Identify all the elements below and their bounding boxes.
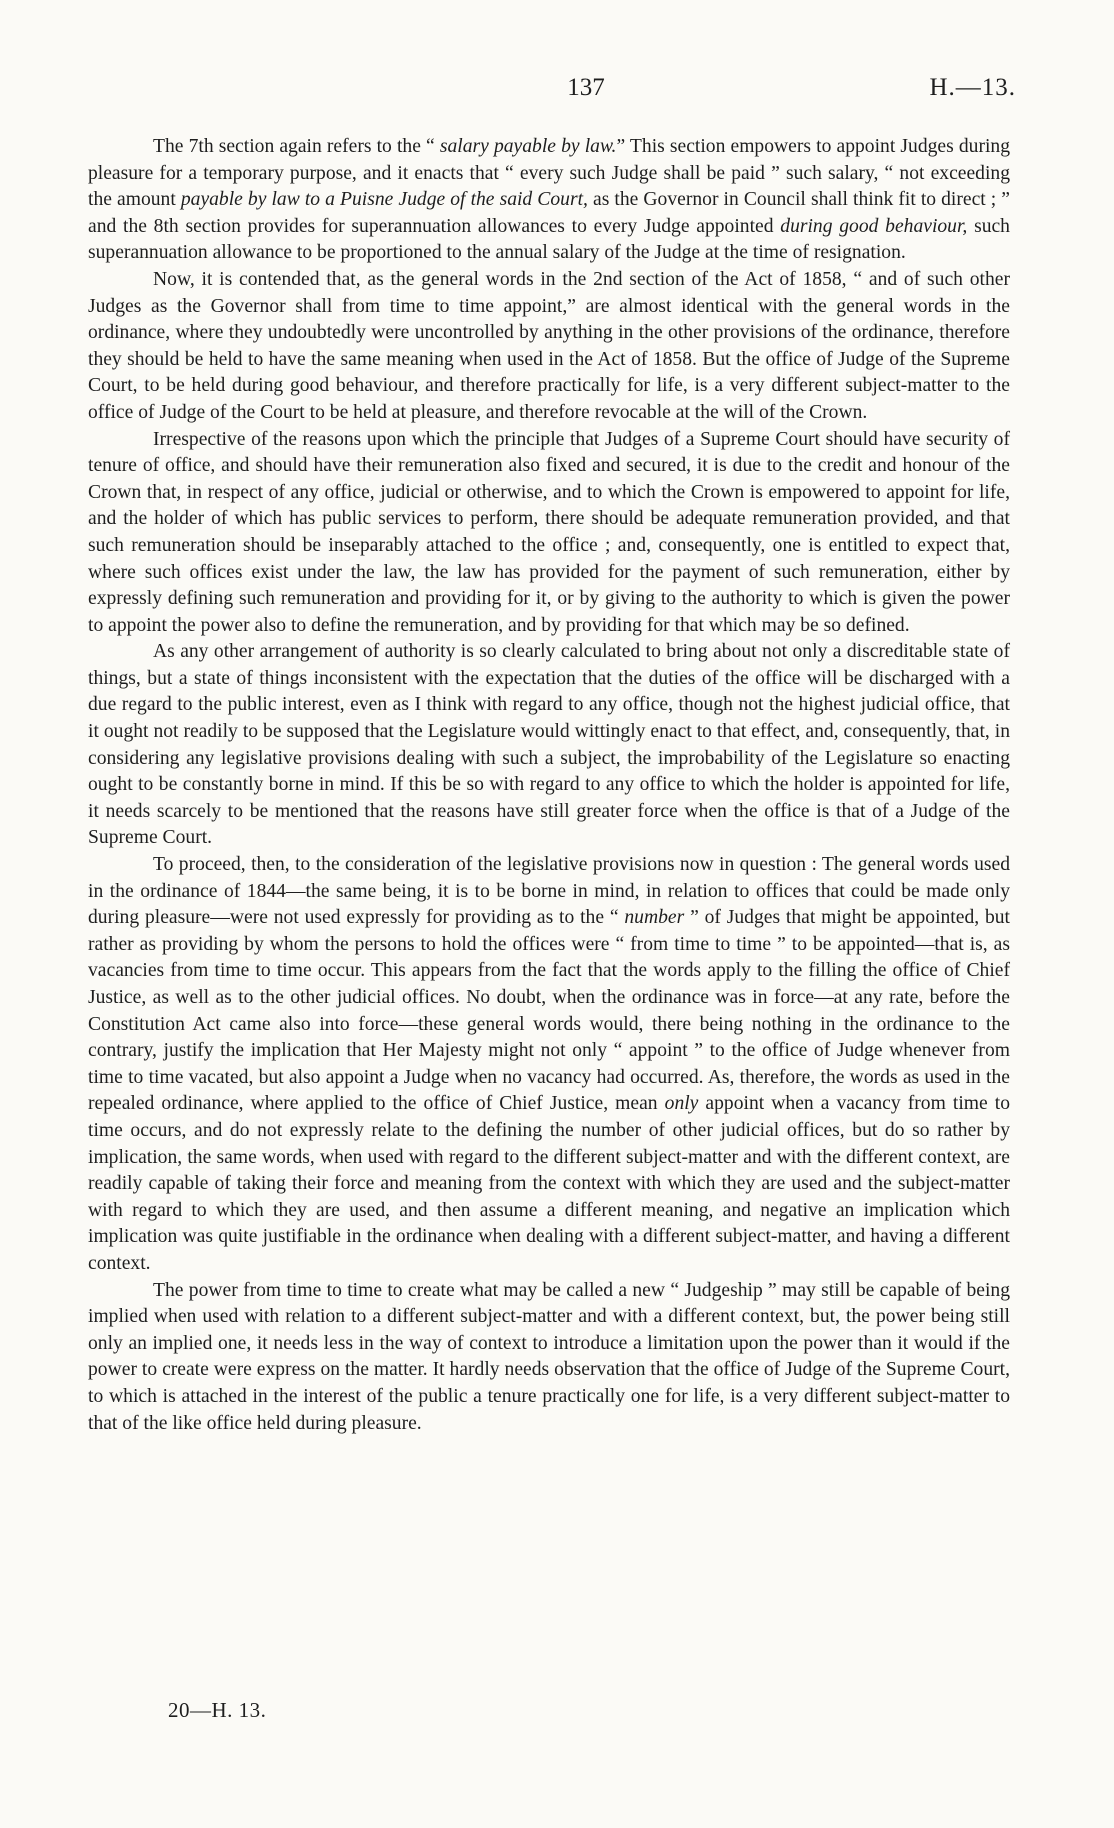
text-run: Now, it is contended that, as the general words in the 2nd section of the Act of 1858, “ and of such other Judges as the Governor shall from time to time appoint,” are almost identical with the general words in the ordinance, where they undoubtedly were uncontrolled by anything in the other provisions of the ordinance, therefore they should be held to have the same meaning when used in the Act of 1858. But the office of Judge of the Supreme Court, to be held during good behaviour, and therefore practically for life, is a very different subject-matter to the office of Judge of the Court to be held at pleasure, and therefore revocable at the will of the Crown.: [88, 268, 1010, 423]
text-run: such superannuation allowance to be proportioned to the annual salary of the Judge at the time of resignation.: [88, 215, 1010, 264]
paragraph: [88, 267, 1010, 427]
paragraph: [88, 852, 1010, 1278]
text-run: The 7th section again refers to the “: [153, 136, 440, 157]
signature-mark: 20—H. 13.: [168, 1698, 267, 1722]
page-number: 137: [567, 74, 605, 101]
paragraph: [88, 1278, 1010, 1438]
text-run: As any other arrangement of authority is so clearly calculated to bring about not only a discreditable state of things, but a state of things inconsistent with the expectation that the duties of the office will be discharged with a due regard to the public interest, even as I think with regard to any office, though not the highest judicial office, that it ought not readily to be supposed that the Legislature would wittingly enact to that effect, and, consequently, that, in considering any legislative provisions dealing with such a subject, the improbability of the Legislature so enacting ought to be constantly borne in mind. If this be so with regard to any office to which the holder is appointed for life, it needs scarcely to be mentioned that the reasons have still greater force when the office is that of a Judge of the Supreme Court.: [88, 641, 1010, 849]
paragraph: [88, 134, 1010, 267]
italic-run: only: [664, 1093, 699, 1115]
page-header: [156, 74, 1016, 106]
body-text: [88, 134, 1010, 1437]
text-run: To proceed, then, to the consideration of the legislative provisions now in question : The general words used in the ordinance of 1844—the same being, it is to be borne in mind, in relation to offices that could be made only during pleasure—were not used expressly for providing as to the “: [88, 854, 1010, 929]
italic-run: during good behaviour,: [780, 215, 968, 237]
paragraph: [88, 639, 1010, 852]
text-run: as the Governor in Council shall think fit to direct ; ” and the 8th section provides for superannuation allowances to every Judge appointed: [88, 189, 1011, 237]
document-reference: H.—13.: [929, 74, 1016, 101]
text-run: ” of Judges that might be appointed, but rather as providing by whom the persons to hold the offices were “ from time to time ” to be appointed—that is, as vacancies from time to time occur. This appears from the fact that the words apply to the filling the office of Chief Justice, as well as to the other judicial offices. No doubt, when the ordinance was in force—at any rate, before the Constitution Act came also into force—these general words would, there being nothing in the ordinance to the contrary, justify the implication that Her Majesty might not only “ appoint ” to the office of Judge whenever from time to time vacated, but also appoint a Judge when no vacancy had occurred. As, therefore, the words as used in the repealed ordinance, where applied to the office of Chief Justice, mean: [88, 907, 1011, 1115]
paragraph: [88, 427, 1010, 640]
italic-run: salary payable by law.: [439, 136, 617, 157]
text-run: The power from time to time to create what may be called a new “ Judgeship ” may still be capable of being implied when used with relation to a different subject-matter and with a different context, but, the power being still only an implied one, it needs less in the way of context to introduce a limitation upon the power than it would if the power to create were express on the matter. It hardly needs observation that the office of Judge of the Supreme Court, to which is attached in the interest of the public a tenure practically one for life, is a very different subject-matter to that of the like office held during pleasure.: [88, 1279, 1010, 1434]
text-run: appoint when a vacancy from time to time occurs, and do not expressly relate to the defining the number of other judicial offices, but do so rather by implication, the same words, when used with regard to the different subject-matter and with the different context, are readily capable of taking their force and meaning from the context with which they are used and the subject-matter with regard to which they are used, and then assume a different meaning, and negative an implication which implication was quite justifiable in the ordinance when dealing with a different subject-matter, and having a different context.: [88, 1093, 1010, 1274]
italic-run: number: [624, 907, 685, 929]
italic-run: payable by law to a Puisne Judge of the said Court,: [180, 189, 588, 211]
text-run: Irrespective of the reasons upon which the principle that Judges of a Supreme Court should have security of tenure of office, and should have their remuneration also fixed and secured, it is due to the credit and honour of the Crown that, in respect of any office, judicial or otherwise, and to which the Crown is empowered to appoint for life, and the holder of which has public services to perform, there should be adequate remuneration provided, and that such remuneration should be inseparably attached to the office ; and, consequently, one is entitled to expect that, where such offices exist under the law, the law has provided for the payment of such remuneration, either by expressly defining such remuneration and providing for it, or by giving to the authority to which is given the power to appoint the power also to define the remuneration, and by providing for that which may be so defined.: [88, 428, 1010, 636]
text-run: ” This section empowers to appoint Judges during pleasure for a temporary purpose, and it enacts that “ every such Judge shall be paid ” such salary, “ not exceeding the amount: [88, 136, 1011, 211]
